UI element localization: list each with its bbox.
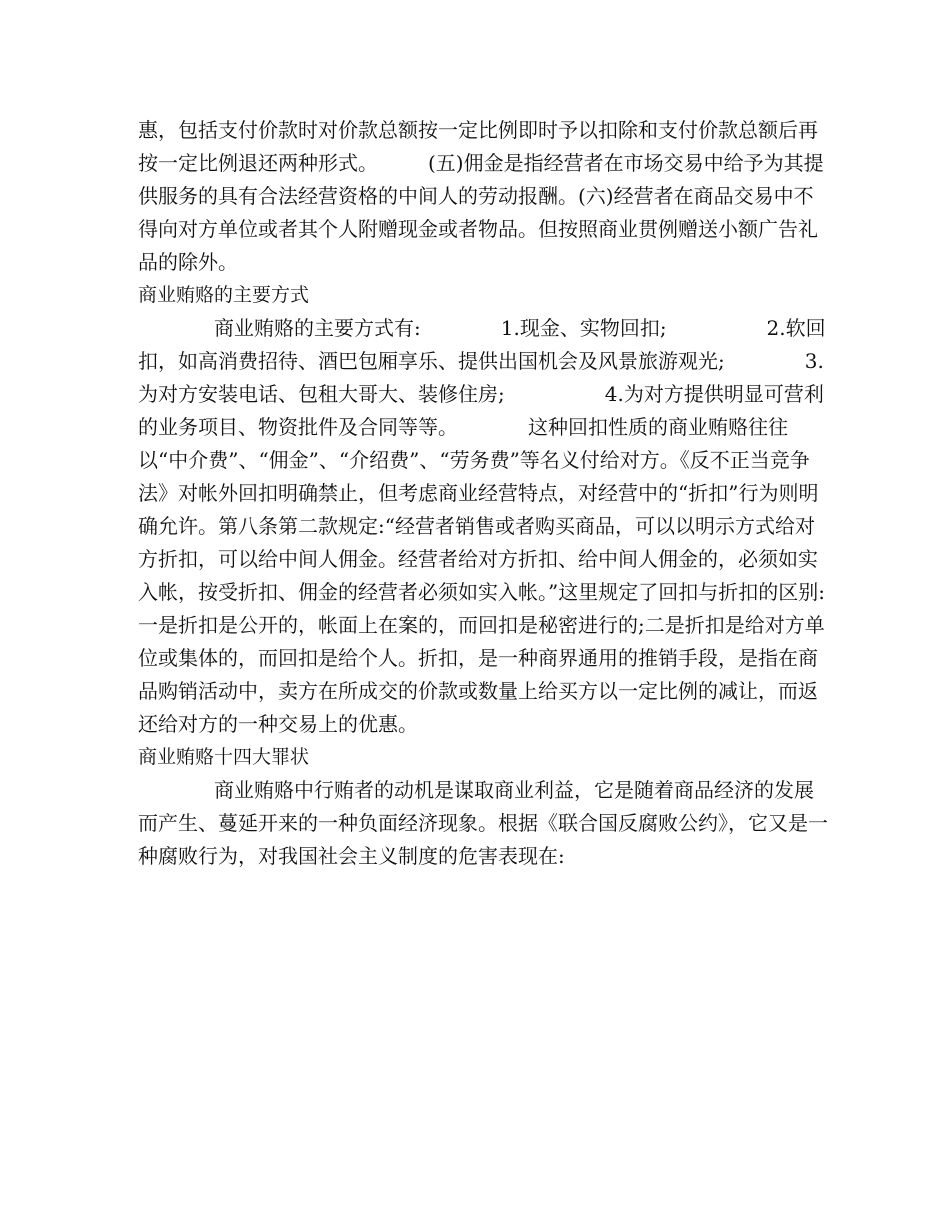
paragraph-main-methods: 商业贿赂的主要方式有: 1.现金、实物回扣; 2.软回扣，如高消费招待、酒巴包厢享乐、提供出国机会及风景旅游观光; 3.为对方安装电话、包租大哥大、装修住房; 4.为对方提供明显可营利的业务项目、物资批件及合同等等。 这种回扣性质的商业贿赂往往以“中介费”、“佣金”、“介绍费”、“劳务费”等名义付给对方。《反不正当竞争法》对帐外回扣明确禁止，但考虑商业经营特点，对经营中的“折扣”行为则明确允许。第八条第二款规定:“经营者销售或者购买商品，可以以明示方式给对方折扣，可以给中间人佣金。经营者给对方折扣、给中间人佣金的，必须如实入帐，按受折扣、佣金的经营者必须如实入帐。”这里规定了回扣与折扣的区别:一是折扣是公开的，帐面上在案的，而回扣是秘密进行的;二是折扣是给对方单位或集体的，而回扣是给个人。折扣，是一种商界通用的推销手段，是指在商品购销活动中，卖方在所成交的价款或数量上给买方以一定比例的减让，而返还给对方的一种交易上的优惠。 xyxy=(138,316,826,736)
section-heading-fourteen-crimes: 商业贿赂十四大罪状 xyxy=(138,746,310,768)
paragraph-fourteen-crimes: 商业贿赂中行贿者的动机是谋取商业利益，它是随着商品经济的发展而产生、蔓延开来的一种负面经济现象。根据《联合国反腐败公约》，它又是一种腐败行为，对我国社会主义制度的危害表现在: xyxy=(138,778,828,868)
document-body xyxy=(138,114,828,873)
section-heading-main-methods: 商业贿赂的主要方式 xyxy=(138,284,310,306)
paragraph-continuation: 惠，包括支付价款时对价款总额按一定比例即时予以扣除和支付价款总额后再按一定比例退还两种形式。 (五)佣金是指经营者在市场交易中给予为其提供服务的具有合法经营资格的中间人的劳动报酬。(六)经营者在商品交易中不得向对方单位或者其个人附赠现金或者物品。但按照商业贯例赠送小额广告礼品的除外。 xyxy=(138,118,824,274)
